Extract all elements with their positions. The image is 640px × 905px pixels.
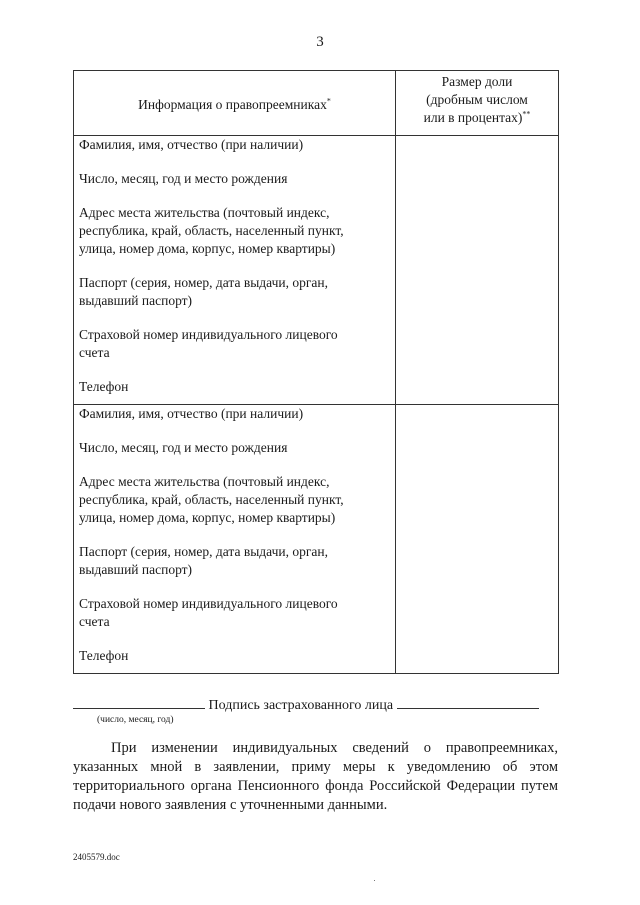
header-heir-info-text: Информация о правопреемниках <box>138 97 327 112</box>
field-phone: Телефон <box>79 379 129 394</box>
date-blank[interactable] <box>73 696 205 709</box>
field-address-line-1: Адрес места жительства (почтовый индекс, <box>79 205 330 220</box>
field-passport-line-2: выдавший паспорт) <box>79 562 193 577</box>
signature-label: Подпись застрахованного лица <box>208 698 394 713</box>
field-full-name: Фамилия, имя, отчество (при наличии) <box>79 137 304 152</box>
field-passport-line-2: выдавший паспорт) <box>79 293 193 308</box>
heir-info-cell[interactable] <box>74 405 396 674</box>
field-address-line-1: Адрес места жительства (почтовый индекс, <box>79 474 330 489</box>
field-full-name: Фамилия, имя, отчество (при наличии) <box>79 406 304 421</box>
header-share-line-2: (дробным числом <box>426 92 528 107</box>
field-snils-line-1: Страховой номер индивидуального лицевого <box>79 327 338 342</box>
table-header-row <box>74 71 559 136</box>
field-passport-line-1: Паспорт (серия, номер, дата выдачи, орган, <box>79 275 328 290</box>
field-birth: Число, месяц, год и место рождения <box>79 440 288 455</box>
header-share-line-1: Размер доли <box>441 74 513 89</box>
header-share-line-3: или в процентах) <box>423 110 523 125</box>
field-snils-line-1: Страховой номер индивидуального лицевого <box>79 596 338 611</box>
field-phone: Телефон <box>79 648 129 663</box>
share-size-cell[interactable] <box>396 405 559 674</box>
field-snils-line-2: счета <box>79 614 110 629</box>
table-row <box>74 405 559 674</box>
document-id: 2405579.doc <box>73 852 120 862</box>
header-heir-info <box>74 71 396 136</box>
field-address-line-3: улица, номер дома, корпус, номер квартиры) <box>79 241 336 256</box>
page-number: 3 <box>316 34 324 50</box>
table-row <box>74 136 559 405</box>
signature-line <box>73 696 558 714</box>
date-hint: (число, месяц, год) <box>97 715 174 725</box>
share-size-cell[interactable] <box>396 136 559 405</box>
heirs-table <box>73 70 559 674</box>
header-share-size <box>396 71 559 136</box>
field-address-line-2: республика, край, область, населенный пункт, <box>79 223 344 238</box>
footnote-mark: ** <box>522 109 531 119</box>
notice-paragraph: При изменении индивидуальных сведений о правопреемниках, указанных мной в заявлении, приму меры к уведомлению об этом территориального органа Пенсионного фонда Российской Федерации путем подачи нового заявления с уточненными данными. <box>73 740 558 813</box>
field-address-line-3: улица, номер дома, корпус, номер квартиры) <box>79 510 336 525</box>
scan-speck <box>374 880 375 881</box>
field-snils-line-2: счета <box>79 345 110 360</box>
footnote-mark: * <box>326 96 331 106</box>
field-address-line-2: республика, край, область, населенный пункт, <box>79 492 344 507</box>
field-passport-line-1: Паспорт (серия, номер, дата выдачи, орган, <box>79 544 328 559</box>
field-birth: Число, месяц, год и место рождения <box>79 171 288 186</box>
heir-info-cell[interactable] <box>74 136 396 405</box>
signature-blank[interactable] <box>397 696 539 709</box>
